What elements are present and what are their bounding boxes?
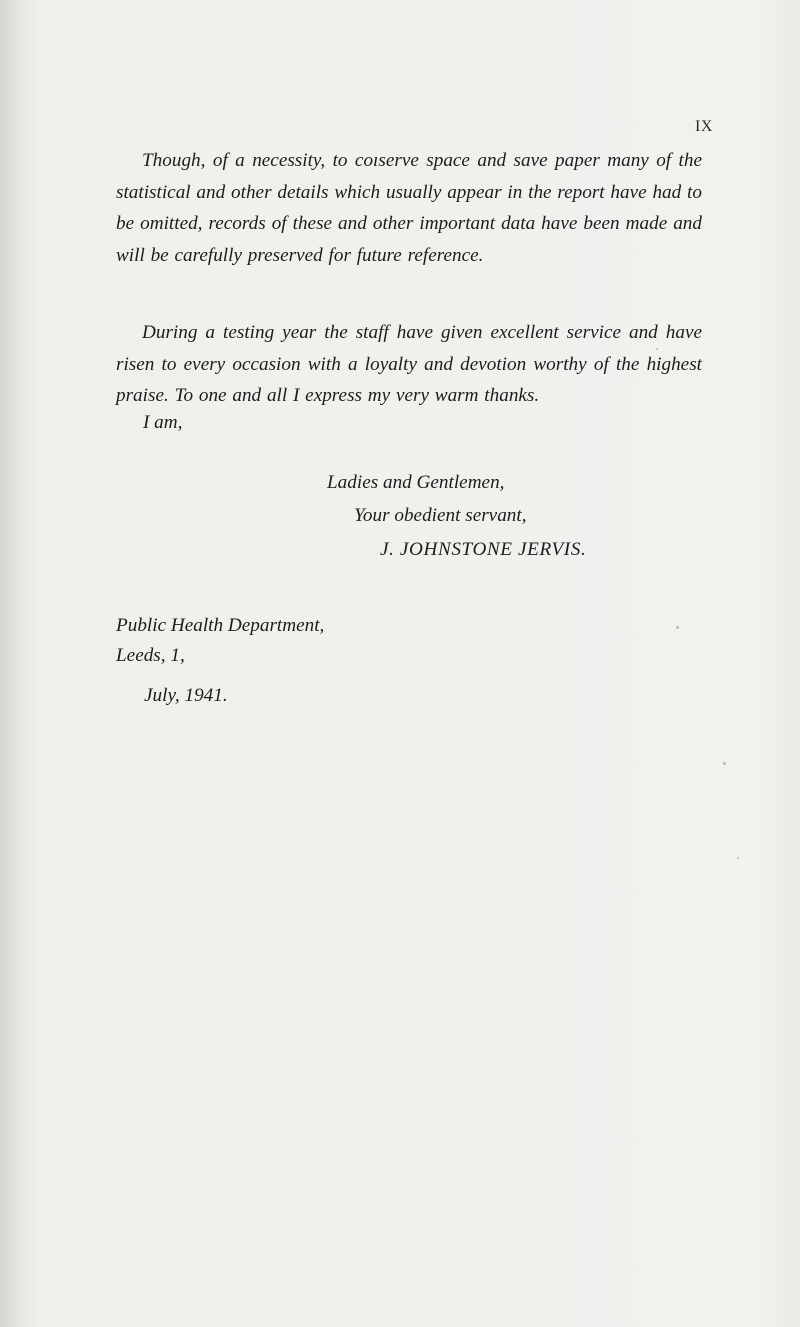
paper-speck (737, 857, 739, 859)
closing-i-am: I am, (143, 412, 183, 433)
paragraph-conserve-space (116, 145, 702, 271)
paper-speck (656, 348, 658, 350)
paper-speck (723, 762, 726, 765)
closing-obedient-servant: Your obedient servant, (354, 505, 527, 526)
letter-date: July, 1941. (144, 685, 228, 706)
page-number: IX (695, 118, 713, 135)
paper-speck (676, 626, 679, 629)
paragraph-text: During a testing year the staff have given excellent service and have risen to every occasion with a loyalty and devotion worthy of the highest praise. To one and all I express my very warm thanks. (116, 322, 702, 406)
closing-salutation: Ladies and Gentlemen, (327, 472, 505, 493)
address-department: Public Health Department, (116, 615, 325, 636)
address-city: Leeds, 1, (116, 645, 185, 666)
paragraph-staff-thanks (116, 317, 702, 412)
signature: J. JOHNSTONE JERVIS. (380, 539, 587, 560)
paragraph-text: Though, of a necessity, to coıserve space and save paper many of the statistical and other details which usually appear in the report have had to be omitted, records of these and other important data have been made and will be carefully preserved for future reference. (116, 150, 702, 266)
